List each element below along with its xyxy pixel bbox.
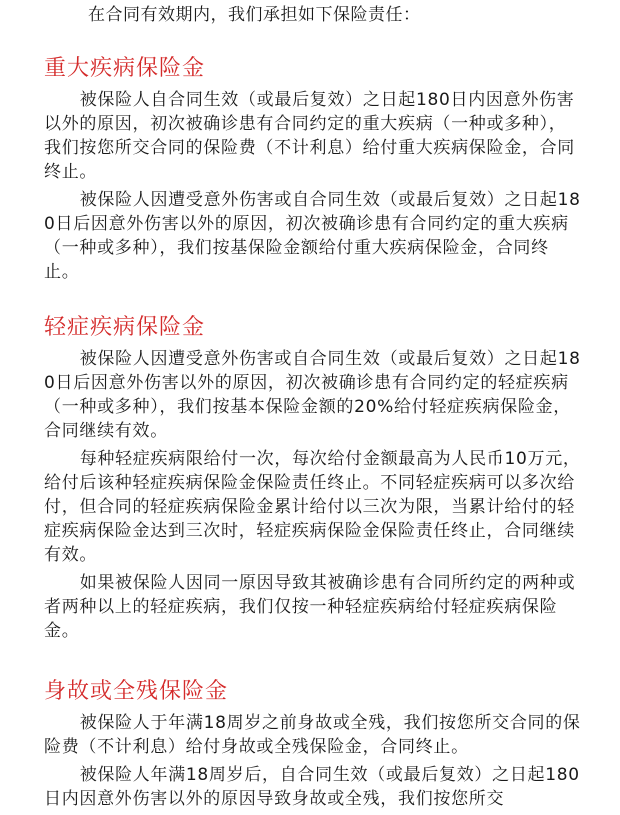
section-death-disability	[44, 677, 584, 815]
section-title-critical-illness: 重大疾病保险金	[44, 56, 206, 81]
paragraph: 被保险人年满18周岁后，自合同生效（或最后复效）之日起180日内因意外伤害以外的原因导致身故或全残，我们按您所交	[44, 765, 580, 809]
paragraph: 被保险人因遭受意外伤害或自合同生效（或最后复效）之日起180日后因意外伤害以外的原因，初次被确诊患有合同约定的重大疾病（一种或多种），我们按基保险金额给付重大疾病保险金，合同终止。	[44, 190, 581, 282]
section-critical-illness	[44, 54, 584, 288]
paragraph: 被保险人因遭受意外伤害或自合同生效（或最后复效）之日起180日后因意外伤害以外的原因，初次被确诊患有合同约定的轻症疾病（一种或多种），我们按基本保险金额的20%给付轻症疾病保险金，合同继续有效。	[44, 349, 581, 441]
paragraph: 如果被保险人因同一原因导致其被确诊患有合同所约定的两种或者两种以上的轻症疾病，我们仅按一种轻症疾病给付轻症疾病保险金。	[44, 573, 576, 641]
section-mild-illness	[44, 313, 584, 647]
intro-text: 在合同有效期内，我们承担如下保险责任：	[88, 5, 421, 25]
paragraph: 被保险人于年满18周岁之前身故或全残，我们按您所交合同的保险费（不计利息）给付身故或全残保险金，合同终止。	[44, 713, 581, 757]
section-title-mild-illness: 轻症疾病保险金	[44, 315, 206, 340]
paragraph: 被保险人自合同生效（或最后复效）之日起180日内因意外伤害以外的原因，初次被确诊患有合同约定的重大疾病（一种或多种），我们按您所交合同的保险费（不计利息）给付重大疾病保险金，合同终止。	[44, 90, 575, 182]
paragraph: 每种轻症疾病限给付一次，每次给付金额最高为人民币10万元，给付后该种轻症疾病保险金保险责任终止。不同轻症疾病可以多次给付，但合同的轻症疾病保险金累计给付以三次为限，当累计给付的轻症疾病保险金达到三次时，轻症疾病保险金保险责任终止，合同继续有效。	[44, 449, 581, 565]
section-title-death-disability: 身故或全残保险金	[44, 679, 229, 704]
